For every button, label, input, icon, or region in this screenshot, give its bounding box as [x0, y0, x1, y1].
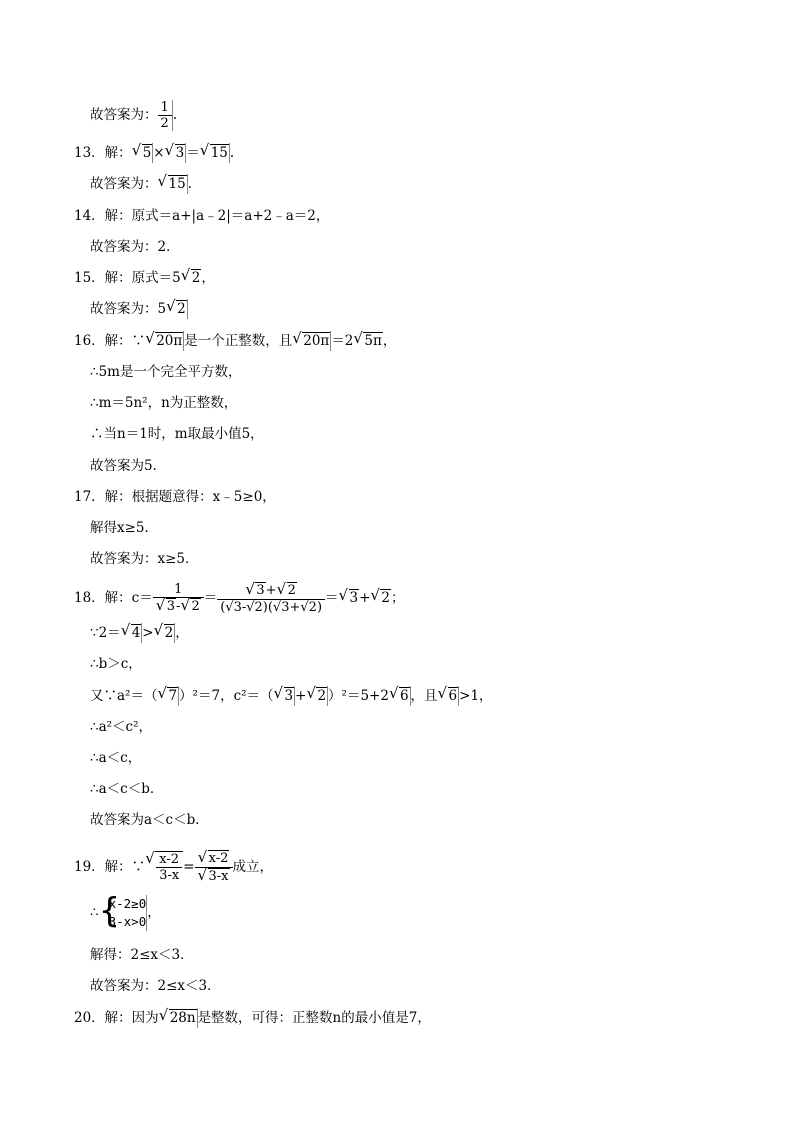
radicand: 2: [191, 599, 200, 614]
p19-solution: [74, 850, 273, 885]
radicand: 3: [256, 583, 265, 598]
p18-step-7: ∴a＜c＜b．: [90, 781, 164, 797]
fraction-numerator: 1: [174, 582, 183, 597]
sqrt-2: [181, 598, 200, 615]
sqrt-2: [167, 299, 188, 319]
p14-solution: 14．解：原式＝a+|a﹣2|＝a+2﹣a＝2，: [74, 208, 330, 224]
sqrt-2: [155, 623, 176, 643]
radicand: x-2: [208, 851, 229, 866]
answer-label: 故答案为：5: [90, 301, 167, 317]
fraction-denominator: (√3-√2)(√3+√2): [217, 599, 325, 615]
radicand: [155, 851, 183, 883]
sqrt-5pi: [354, 331, 382, 351]
sqrt-2: [307, 686, 328, 706]
sqrt-2: [371, 588, 391, 608]
plus: +: [265, 583, 277, 598]
radicand: 4: [131, 625, 141, 641]
radicand: 7: [168, 688, 178, 704]
problem-number: 18．解：c＝: [74, 590, 153, 606]
radicand: 2: [287, 583, 296, 598]
fraction-denominator: [195, 867, 233, 885]
sqrt-28n: [160, 1008, 198, 1028]
p18-solution: [74, 582, 405, 615]
p19-step-3: 解得：2≤x＜3．: [90, 947, 194, 963]
p19-system: [90, 895, 161, 931]
p17-solution: 17．解：根据题意得：x﹣5≥0，: [74, 489, 276, 505]
plus: +: [359, 590, 371, 606]
sqrt-6: [390, 686, 411, 706]
p13-answer: [90, 174, 192, 194]
radicand: 20π: [156, 333, 183, 349]
solution-text: ∵2＝: [90, 625, 121, 641]
inequality-system: [99, 895, 148, 931]
period: .: [172, 107, 178, 123]
comma: ，: [201, 270, 215, 286]
comma: ，: [382, 333, 397, 349]
radicand: 5π: [364, 333, 382, 349]
sqrt-3: [157, 598, 176, 615]
p16-solution: [74, 331, 396, 351]
fraction: [156, 852, 182, 883]
fraction-numerator: [217, 582, 325, 599]
radicand: 2: [317, 688, 327, 704]
fraction-one-half: [158, 100, 173, 131]
p15-solution: [74, 268, 215, 288]
sqrt-6: [439, 686, 460, 706]
p17-answer: 故答案为：x≥5．: [90, 551, 199, 567]
fraction-numerator: 1: [160, 100, 169, 115]
p18-answer: 故答案为a＜c＜b．: [90, 812, 209, 828]
sqrt-3-minus-x: [199, 868, 230, 885]
fraction-numerator: √ x-2: [159, 852, 180, 867]
p12-answer: [90, 100, 177, 131]
p18-step-5: ∴a²＜c²，: [90, 719, 153, 735]
equals: =: [183, 859, 195, 875]
radicand: 2: [177, 301, 186, 317]
answer-label: 故答案为：: [90, 107, 158, 123]
therefore-symbol: ∴: [90, 904, 99, 921]
solution-text: 是一个正整数，且: [184, 333, 293, 349]
equals: ＝: [325, 590, 339, 606]
radicand: 5: [142, 145, 152, 161]
solution-text: ）²＝5+2: [328, 688, 389, 704]
solution-text: 又∵a²＝（: [90, 688, 158, 704]
p14-answer: 故答案为：2．: [90, 239, 180, 255]
p20-solution: [74, 1008, 431, 1028]
sqrt-3: [340, 588, 360, 608]
radicand: 6: [448, 688, 458, 704]
sqrt-20pi: [146, 331, 184, 351]
period: .: [229, 145, 235, 161]
solution-text: ）²＝7，c²＝（: [179, 688, 274, 704]
p19-answer: 故答案为：2≤x＜3．: [90, 978, 221, 994]
p16-step-3: ∴m＝5n²，n为正整数，: [90, 395, 238, 411]
solution-text: ，且: [410, 688, 438, 704]
greater-than: >: [142, 625, 154, 641]
radicand: 3: [166, 599, 176, 614]
fraction-rationalized: [217, 582, 325, 615]
sqrt-2: [278, 582, 297, 599]
fraction-denominator: 2: [158, 115, 172, 131]
radicand: 2: [191, 270, 201, 286]
p16-step-4: ∴当n＝1时，m取最小值5，: [90, 426, 264, 442]
period: .: [187, 176, 192, 192]
radicand: 28n: [169, 1010, 196, 1026]
sqrt-15: [201, 143, 230, 163]
sqrt-20pi: [293, 331, 331, 351]
p18-step-6: ∴a＜c，: [90, 750, 142, 766]
fraction-c: [153, 582, 204, 615]
sqrt-4: [122, 623, 143, 643]
radicand: 3: [349, 590, 359, 606]
p15-answer: [90, 299, 188, 319]
problem-number: 20．解：因为: [74, 1010, 159, 1026]
sqrt-fraction: [146, 851, 183, 883]
sqrt-7: [158, 686, 179, 706]
equals: ＝2: [331, 333, 354, 349]
p16-step-2: ∴5m是一个完全平方数，: [90, 364, 242, 380]
solution-text: 是整数，可得：正整数n的最小值是7，: [197, 1010, 431, 1026]
p16-answer: 故答案为5．: [90, 458, 167, 474]
plus: +: [295, 688, 307, 704]
p18-step-4: [90, 686, 493, 706]
inequality-1: { x-2≥0: [108, 896, 147, 911]
problem-number: 19．解：∵: [74, 859, 146, 875]
p17-step-2: 解得x≥5．: [90, 520, 159, 536]
solution-text: >1，: [459, 688, 493, 704]
times-symbol: ×: [153, 145, 165, 161]
radicand: 2: [381, 590, 391, 606]
sqrt-2: [182, 268, 202, 288]
p18-step-2: [90, 623, 189, 643]
comma: ，: [147, 904, 161, 921]
fraction-denominator: 3-x: [156, 867, 182, 883]
solution-text: 15．解：原式＝5: [74, 270, 181, 286]
fraction-denominator: [153, 597, 204, 615]
equals: ＝: [203, 590, 218, 606]
sqrt-15: [159, 174, 188, 194]
radicand: 15: [210, 145, 228, 161]
answer-label: 故答案为：: [90, 176, 158, 192]
problem-number: 13．解：: [74, 145, 132, 161]
inequality-2: 3-x>0: [108, 914, 147, 929]
radicand: 20π: [303, 333, 330, 349]
radicand: 6: [399, 688, 409, 704]
radicand: 15: [168, 176, 186, 192]
comma: ，: [175, 625, 189, 641]
sqrt-3: [275, 686, 296, 706]
radicand: 2: [164, 625, 174, 641]
p18-step-3: ∴b＞c，: [90, 656, 142, 672]
problem-number: 16．解：∵: [74, 333, 146, 349]
semicolon: ；: [391, 590, 405, 606]
p13-solution: [74, 143, 234, 163]
equals: ＝: [186, 145, 200, 161]
radicand: 3: [284, 688, 294, 704]
minus: -: [176, 599, 181, 614]
solution-text: 成立，: [232, 859, 273, 875]
sqrt-3: [166, 143, 187, 163]
radicand: 3-x: [208, 869, 229, 884]
sqrt-5: [133, 143, 154, 163]
fraction-of-roots: [195, 850, 233, 885]
sqrt-3: [246, 582, 265, 599]
radicand: 3: [175, 145, 185, 161]
